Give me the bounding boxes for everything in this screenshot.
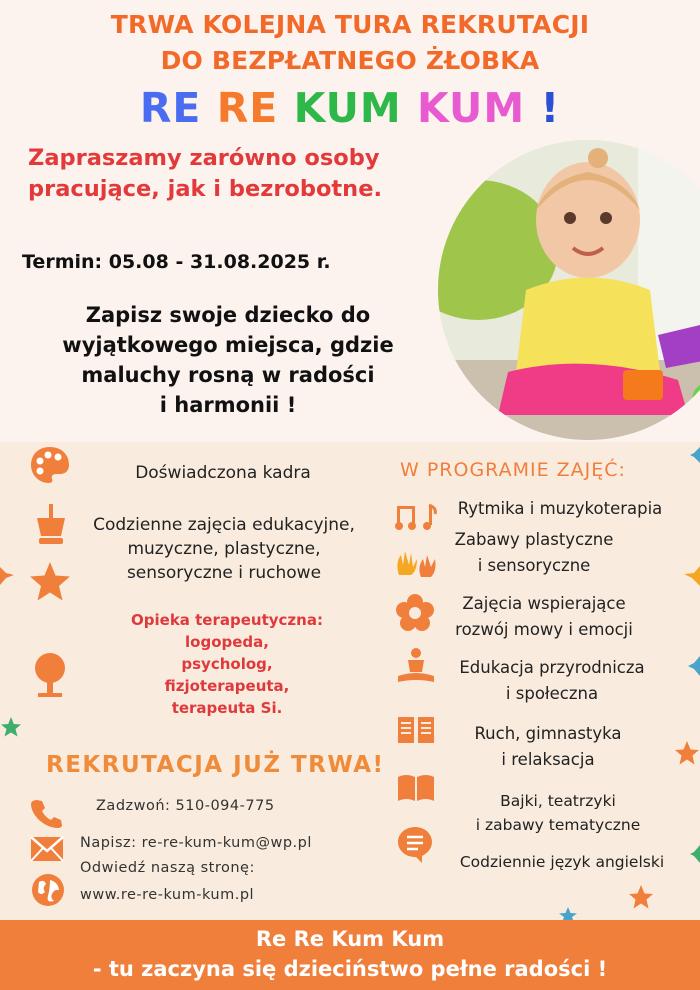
therapy-title: Opieka terapeutyczna: xyxy=(131,611,323,629)
invitation-line: Zapraszamy zarówno osoby xyxy=(28,145,380,171)
hands-paint-icon xyxy=(393,545,439,579)
program-item-line: i zabawy tematyczne xyxy=(475,816,641,834)
program-item xyxy=(444,849,680,875)
contact-web-url[interactable]: www.re-re-kum-kum.pl xyxy=(80,887,255,903)
contact-phone[interactable]: Zadzwoń: 510-094-775 xyxy=(96,798,275,814)
flower-icon xyxy=(396,594,434,632)
brand-word: KUM xyxy=(417,84,526,132)
brand-word: RE xyxy=(139,84,202,132)
pitch-line: i harmonii ! xyxy=(159,393,297,417)
contact-web-label: Odwiedź naszą stronę: xyxy=(80,860,255,876)
program-item xyxy=(442,655,662,707)
therapy-item: terapeuta Si. xyxy=(171,699,283,717)
brand-word: ! xyxy=(540,84,561,132)
open-book-icon xyxy=(396,715,436,745)
headline-line-2: DO BEZPŁATNEGO ŻŁOBKA xyxy=(160,46,540,75)
pitch-line: maluchy rosną w radości xyxy=(81,363,375,387)
program-item-line: Edukacja przyrodnicza xyxy=(459,658,645,677)
therapy-item: psycholog, xyxy=(181,655,273,673)
invitation-text xyxy=(28,143,382,205)
program-item-line: Zabawy plastyczne xyxy=(454,530,614,549)
globe-icon xyxy=(30,872,66,908)
feature-classes-line: Codzienne zajęcia edukacyjne, xyxy=(93,515,355,535)
term-dates: Termin: 05.08 - 31.08.2025 r. xyxy=(22,251,331,273)
feature-staff: Doświadczona kadra xyxy=(135,463,311,483)
feature-classes-line: sensoryczne i ruchowe xyxy=(126,563,322,583)
program-item-line: rozwój mowy i emocji xyxy=(455,620,633,639)
recruitment-banner: REKRUTACJA JUŻ TRWA! xyxy=(46,752,385,778)
program-item-line: Codziennie język angielski xyxy=(459,853,665,871)
star-decoration-icon xyxy=(0,565,14,587)
brand-title xyxy=(0,84,700,132)
program-item xyxy=(434,591,654,643)
tree-icon xyxy=(28,651,72,699)
program-title: W PROGRAMIE ZAJĘĆ: xyxy=(400,459,626,481)
footer-slogan: - tu zaczyna się dzieciństwo pełne radości ! xyxy=(92,957,608,981)
star-decoration-icon xyxy=(558,906,578,920)
star-decoration-icon xyxy=(690,844,700,864)
feature-classes-line: muzyczne, plastyczne, xyxy=(127,539,321,559)
program-item xyxy=(448,789,668,837)
star-icon xyxy=(28,560,72,604)
brand-word: KUM xyxy=(293,84,402,132)
program-item-line: Zajęcia wspierające xyxy=(462,594,626,613)
program-item xyxy=(434,527,634,579)
envelope-icon xyxy=(30,836,64,862)
pitch-line: wyjątkowego miejsca, gdzie xyxy=(62,333,394,357)
feature-classes xyxy=(82,513,366,585)
palette-icon xyxy=(28,444,72,488)
pitch-text xyxy=(18,300,438,420)
program-item xyxy=(442,496,678,522)
therapy-item: logopeda, xyxy=(185,633,269,651)
therapy-item: fizjoterapeuta, xyxy=(164,677,290,695)
phone-icon xyxy=(30,797,62,829)
program-item-line: Ruch, gimnastyka xyxy=(474,724,622,743)
star-decoration-icon xyxy=(628,884,654,910)
headline-line-1: TRWA KOLEJNA TURA REKRUTACJI xyxy=(110,10,590,39)
contact-email[interactable]: Napisz: re-re-kum-kum@wp.pl xyxy=(80,835,312,851)
therapy-block xyxy=(96,609,358,719)
program-item-line: i sensoryczne xyxy=(477,556,591,575)
program-item-line: i społeczna xyxy=(505,684,599,703)
star-decoration-icon xyxy=(680,564,700,588)
meditation-icon xyxy=(395,646,437,688)
pitch-line: Zapisz swoje dziecko do xyxy=(85,303,371,327)
footer-banner xyxy=(0,920,700,990)
music-notes-icon xyxy=(395,502,439,532)
book-icon xyxy=(396,773,436,803)
program-item-line: Rytmika i muzykoterapia xyxy=(457,499,663,518)
footer-title: Re Re Kum Kum xyxy=(255,927,445,951)
program-item-line: i relaksacja xyxy=(501,750,595,769)
program-item-line: Bajki, teatrzyki xyxy=(500,792,616,810)
invitation-line: pracujące, jak i bezrobotne. xyxy=(28,176,383,202)
star-decoration-icon xyxy=(674,740,700,766)
star-decoration-icon xyxy=(688,446,700,464)
blender-icon xyxy=(33,502,69,546)
star-decoration-icon xyxy=(688,655,700,677)
program-item xyxy=(448,721,648,773)
brand-word: RE xyxy=(216,84,279,132)
speech-bubble-icon xyxy=(396,825,434,865)
star-decoration-icon xyxy=(0,716,22,738)
